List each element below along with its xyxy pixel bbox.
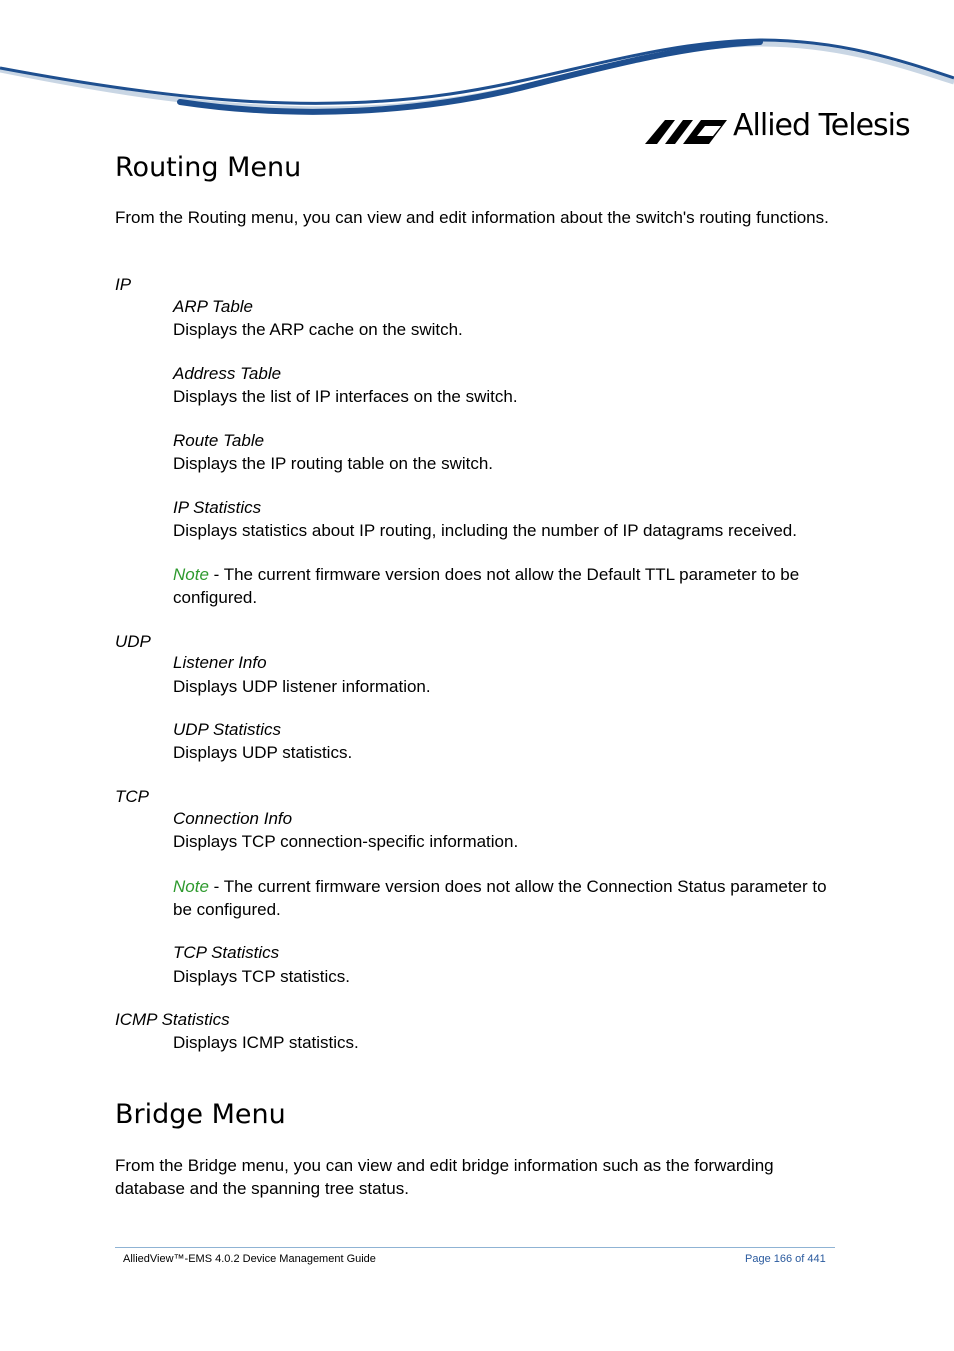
listener-info-desc: Displays UDP listener information. <box>173 677 431 696</box>
note-label: Note <box>173 877 209 896</box>
section-icmp-statistics: ICMP Statistics <box>115 1010 230 1029</box>
note-label: Note <box>173 565 209 584</box>
footer-divider <box>115 1247 835 1248</box>
section-ip: IP <box>115 275 132 294</box>
listener-info-title: Listener Info <box>173 653 267 672</box>
allied-telesis-logo <box>645 108 910 148</box>
icmp-statistics-desc: Displays ICMP statistics. <box>173 1033 359 1052</box>
footer-guide-title: AlliedView™-EMS 4.0.2 Device Management Guide <box>123 1253 376 1265</box>
section-udp: UDP <box>115 632 151 651</box>
routing-intro: From the Routing menu, you can view and edit information about the switch's routing functions. <box>115 208 829 227</box>
section-tcp: TCP <box>115 787 149 806</box>
ip-statistics-desc: Displays statistics about IP routing, including the number of IP datagrams received. <box>173 521 797 540</box>
connection-info-desc: Displays TCP connection-specific information. <box>173 832 519 851</box>
connection-info-title: Connection Info <box>173 809 293 828</box>
ip-note <box>173 563 833 609</box>
note-text: - The current firmware version does not allow the Connection Status parameter to be configured. <box>173 877 827 919</box>
bridge-menu-heading: Bridge Menu <box>115 1099 286 1130</box>
address-table-desc: Displays the list of IP interfaces on the switch. <box>173 387 518 406</box>
logo-wordmark: Allied Telesis <box>733 108 910 143</box>
route-table-title: Route Table <box>173 431 265 450</box>
logo-mark-icon <box>645 114 727 144</box>
routing-menu-heading: Routing Menu <box>115 152 302 183</box>
tcp-note <box>173 875 833 921</box>
note-text: - The current firmware version does not allow the Default TTL parameter to be configured. <box>173 565 800 607</box>
arp-table-title: ARP Table <box>173 297 254 316</box>
address-table-title: Address Table <box>173 364 282 383</box>
udp-statistics-title: UDP Statistics <box>173 720 282 739</box>
tcp-statistics-desc: Displays TCP statistics. <box>173 967 350 986</box>
route-table-desc: Displays the IP routing table on the switch. <box>173 454 494 473</box>
ip-statistics-title: IP Statistics <box>173 498 262 517</box>
arp-table-desc: Displays the ARP cache on the switch. <box>173 320 463 339</box>
bridge-intro: From the Bridge menu, you can view and edit bridge information such as the forwarding database and the spanning tree status. <box>115 1156 774 1198</box>
udp-statistics-desc: Displays UDP statistics. <box>173 743 353 762</box>
footer-page-number: Page 166 of 441 <box>745 1253 826 1265</box>
tcp-statistics-title: TCP Statistics <box>173 943 280 962</box>
